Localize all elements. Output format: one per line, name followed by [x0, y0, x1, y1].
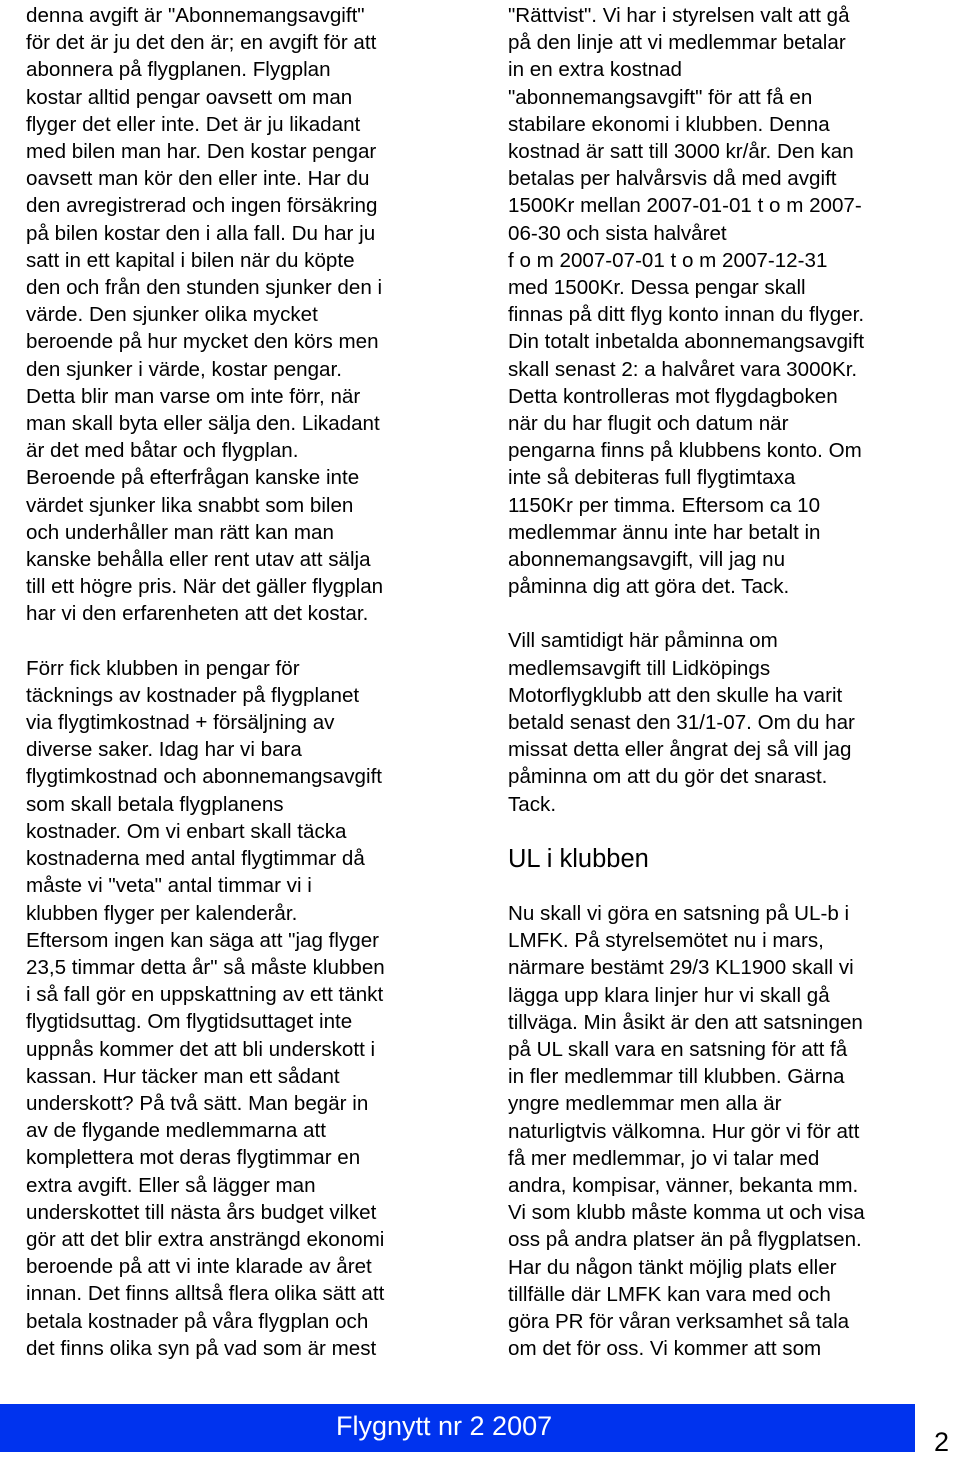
right-paragraph-3: Nu skall vi göra en satsning på UL-b i LMFK. På styrelsemötet nu i mars, närmare bestämt 29/3 KL1900 skall vi lägga upp klara linjer hur vi skall gå tillväga. Min åsikt är den att satsningen på UL skall vara en satsning för att få in fler medlemmar till klubben. Gärna yngre medlemmar men alla är naturligtvis välkomna. Hur gör vi för att få mer medlemmar, jo vi talar med andra, kompisar, vänner, bekanta mm. Vi som klubb måste komma ut och visa oss på andra platser än på flygplatsen. Har du någon tänkt möjlig plats eller tillfälle där LMFK kan vara med och göra PR för våran verksamhet så tala om det för oss. Vi kommer att som — [508, 901, 865, 1361]
footer-title: Flygnytt nr 2 2007 — [336, 1411, 553, 1441]
page-number: 2 — [934, 1427, 950, 1457]
heading-spacer — [508, 875, 948, 900]
left-paragraph-1: denna avgift är "Abonnemangsavgift" för det är ju det den är; en avgift för att abonnera på flygplanen. Flygplan kostar alltid pengar oavsett om man flyger det eller inte. Det är ju likadant med bilen man har. Den kostar pengar oavsett man kör den eller inte. Har du den avregistrerad och ingen försäkring på bilen kostar den i alla fall. Du har ju satt in ett kapital i bilen när du köpte den och från den stunden sjunker den i värde. Den sjunker olika mycket beroende på hur mycket den körs men den sjunker i värde, kostar pengar. Detta blir man varse om inte förr, när man skall byta eller sälja den. Likadant är det med båtar och flygplan. Beroende på efterfrågan kanske inte värdet sjunker lika snabbt som bilen och underhåller man rätt kan man kanske behålla eller rent utav att sälja till ett högre pris. När det gäller flygplan har vi den erfarenheten att det kostar. — [26, 4, 384, 626]
right-paragraph-1: "Rättvist". Vi har i styrelsen valt att gå på den linje att vi medlemmar betalar in en extra kostnad "abonnemangsavgift" för att få en stabilare ekonomi i klubben. Denna kostnad är satt till 3000 kr/år. Den kan betalas per halvårsvis då med avgift 1500Kr mellan 2007-01-01 t o m 2007- 06-30 och sista halvåret f o m 2007-07-01 t o m 2007-12-31 med 1500Kr. Dessa pengar skall finnas på ditt flyg konto innan du flyger. Din totalt inbetalda abonnemangsavgift skall senast 2: a halvåret vara 3000Kr. Detta kontrolleras mot flygdagboken när du har flugit och datum när pengarna finns på klubbens konto. Om inte så debiteras full flygtimtaxa 1150Kr per timma. Eftersom ca 10 medlemmar ännu inte har betalt in abonnemangsavgift, vill jag nu påminna dig att göra det. Tack. — [508, 4, 865, 599]
heading-spacer — [508, 818, 948, 843]
right-column — [508, 2, 948, 1362]
paragraph-spacer — [26, 628, 446, 655]
section-heading: UL i klubben — [508, 844, 649, 873]
left-paragraph-2: Förr fick klubben in pengar för täcknings av kostnader på flygplanet via flygtimkostnad + försäljning av diverse saker. Idag har vi bara flygtimkostnad och abonnemangsavgift som skall betala flygplanens kostnader. Om vi enbart skall täcka kostnaderna med antal flygtimmar då måste vi "veta" antal timmar vi i klubben flyger per kalenderår. Eftersom ingen kan säga att "jag flyger 23,5 timmar detta år" så måste klubben i så fall gör en uppskattning av ett tänkt flygtidsuttag. Om flygtidsuttaget inte uppnås kommer det att bli underskott i kassan. Hur täcker man ett sådant underskott? På två sätt. Man begär in av de flygande medlemmarna att komplettera mot deras flygtimmar en extra avgift. Eller så lägger man underskottet till nästa års budget vilket gör att det blir extra ansträngd ekonomi beroende på att vi inte klarade av året innan. Det finns alltså flera olika sätt att betala kostnader på våra flygplan och det finns olika syn på vad som är mest — [26, 656, 385, 1360]
left-column — [26, 2, 446, 1362]
paragraph-spacer — [508, 600, 948, 627]
right-paragraph-2: Vill samtidigt här påminna om medlemsavgift till Lidköpings Motorflygklubb att den skulle ha varit betald senast den 31/1-07. Om du har missat detta eller ångrat dej så vill jag påminna om att du gör det snarast. Tack. — [508, 629, 855, 816]
